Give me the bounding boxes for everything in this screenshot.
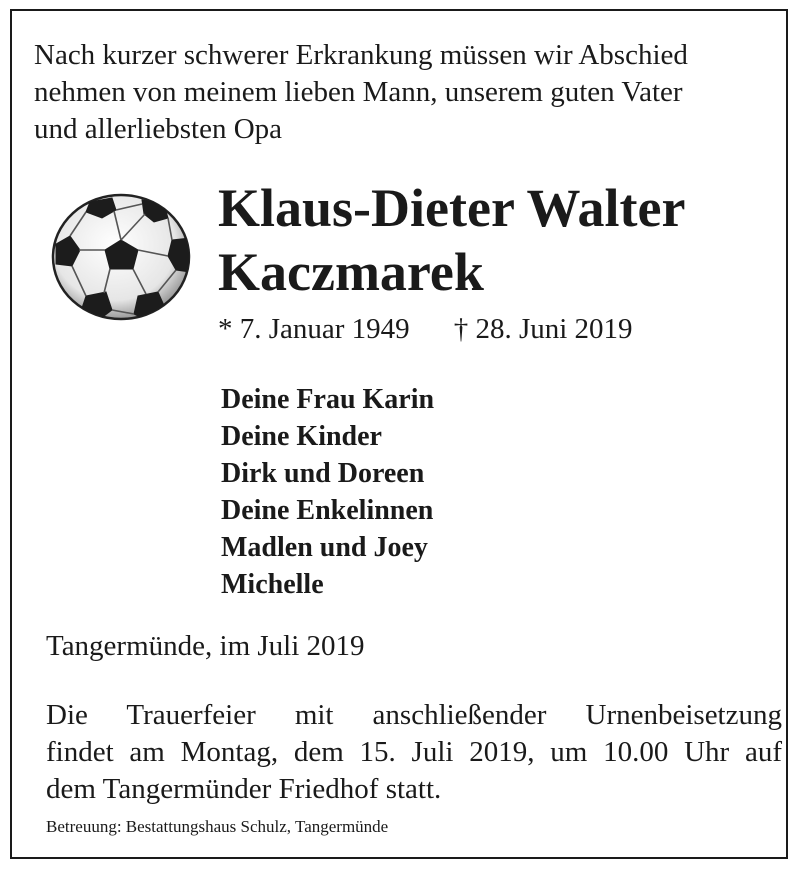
life-dates [218,311,633,347]
mourner-line: Madlen und Joey [221,532,428,563]
mourner-line: Deine Enkelinnen [221,495,434,526]
intro-line: und allerliebsten Opa [34,113,283,145]
mourner-line: Deine Kinder [221,421,382,452]
mourner-line: Dirk und Doreen [221,458,425,489]
mourners-list [221,381,434,603]
deceased-name-line: Kaczmarek [218,242,484,302]
deceased-name [218,176,685,304]
ceremony-line: dem Tangermünder Friedhof statt. [46,773,442,805]
obituary-frame [10,9,788,859]
mourner-line: Deine Frau Karin [221,384,435,415]
soccer-ball-icon [50,192,192,322]
intro-line: Nach kurzer schwerer Erkrankung müssen wir Abschied [34,39,688,71]
funeral-home-credit: Betreuung: Bestattungshaus Schulz, Tangermünde [46,817,389,836]
mourner-line: Michelle [221,569,324,600]
death-date: † 28. Juni 2019 [453,313,633,345]
ceremony-text [46,697,782,808]
ceremony-line: Die Trauerfeier mit anschließender Urnenbeisetzung [46,699,782,731]
birth-date: * 7. Januar 1949 [218,313,410,345]
ceremony-line: findet am Montag, dem 15. Juli 2019, um 10.00 Uhr auf [46,736,782,768]
intro-line: nehmen von meinem lieben Mann, unserem guten Vater [34,76,683,108]
deceased-name-line: Klaus-Dieter Walter [218,178,686,238]
place-date: Tangermünde, im Juli 2019 [46,630,365,662]
intro-text [34,37,774,148]
